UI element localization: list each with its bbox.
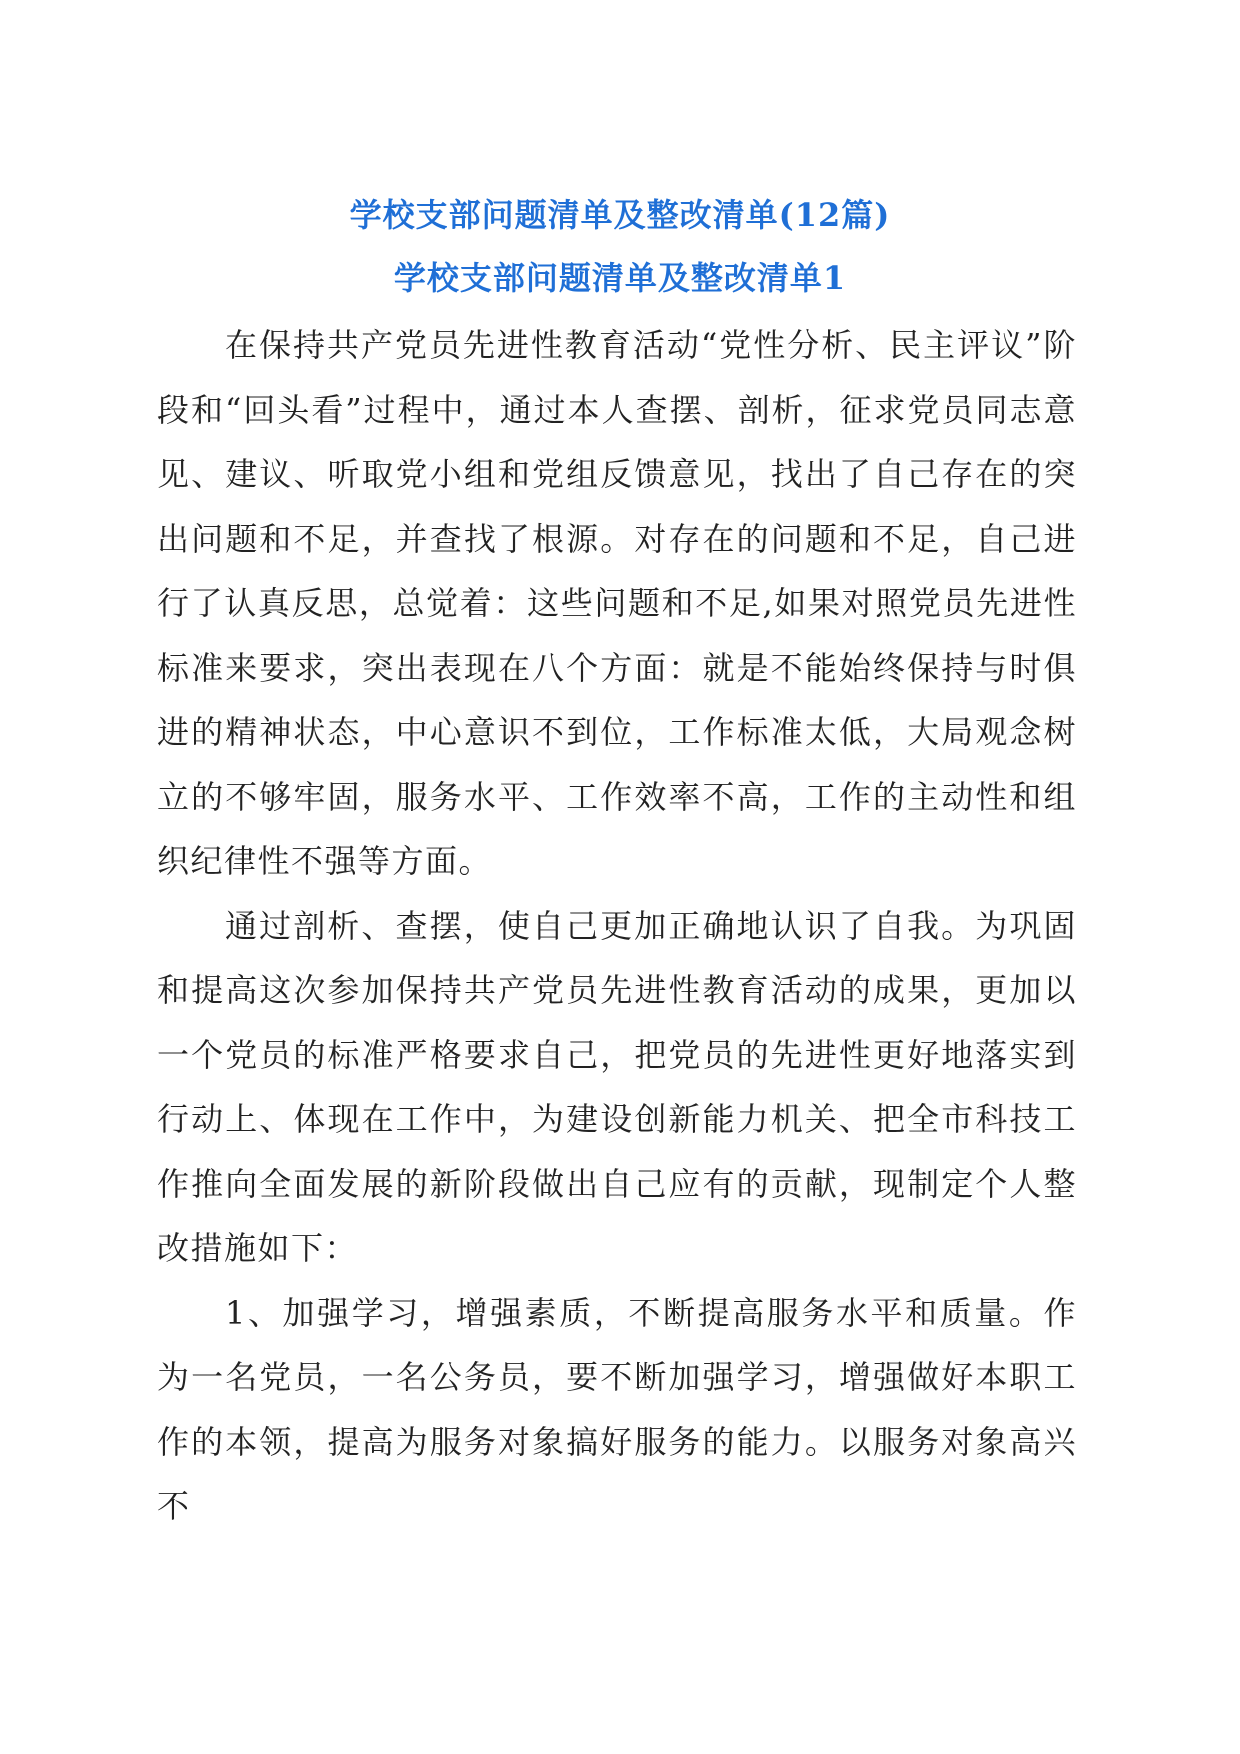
document-subtitle: 学校支部问题清单及整改清单1 bbox=[393, 259, 847, 297]
document-title: 学校支部问题清单及整改清单(12篇) bbox=[349, 196, 891, 234]
document-body bbox=[157, 313, 1077, 1539]
paragraph: 在保持共产党员先进性教育活动“党性分析、民主评议”阶段和“回头看”过程中，通过本人查摆、剖析，征求党员同志意见、建议、听取党小组和党组反馈意见，找出了自己存在的突出问题和不足，并查找了根源。对存在的问题和不足，自己进行了认真反思，总觉着：这些问题和不足,如果对照党员先进性标准来要求，突出表现在八个方面：就是不能始终保持与时俱进的精神状态，中心意识不到位，工作标准太低，大局观念树立的不够牢固，服务水平、工作效率不高，工作的主动性和组织纪律性不强等方面。 bbox=[157, 326, 1077, 880]
paragraph: 通过剖析、查摆，使自己更加正确地认识了自我。为巩固和提高这次参加保持共产党员先进性教育活动的成果，更加以一个党员的标准严格要求自己，把党员的先进性更好地落实到行动上、体现在工作中，为建设创新能力机关、把全市科技工作推向全面发展的新阶段做出自己应有的贡献，现制定个人整改措施如下： bbox=[157, 906, 1077, 1267]
paragraph: 1、加强学习，增强素质，不断提高服务水平和质量。作为一名党员，一名公务员，要不断加强学习，增强做好本职工作的本领，提高为服务对象搞好服务的能力。以服务对象高兴不 bbox=[157, 1293, 1077, 1525]
